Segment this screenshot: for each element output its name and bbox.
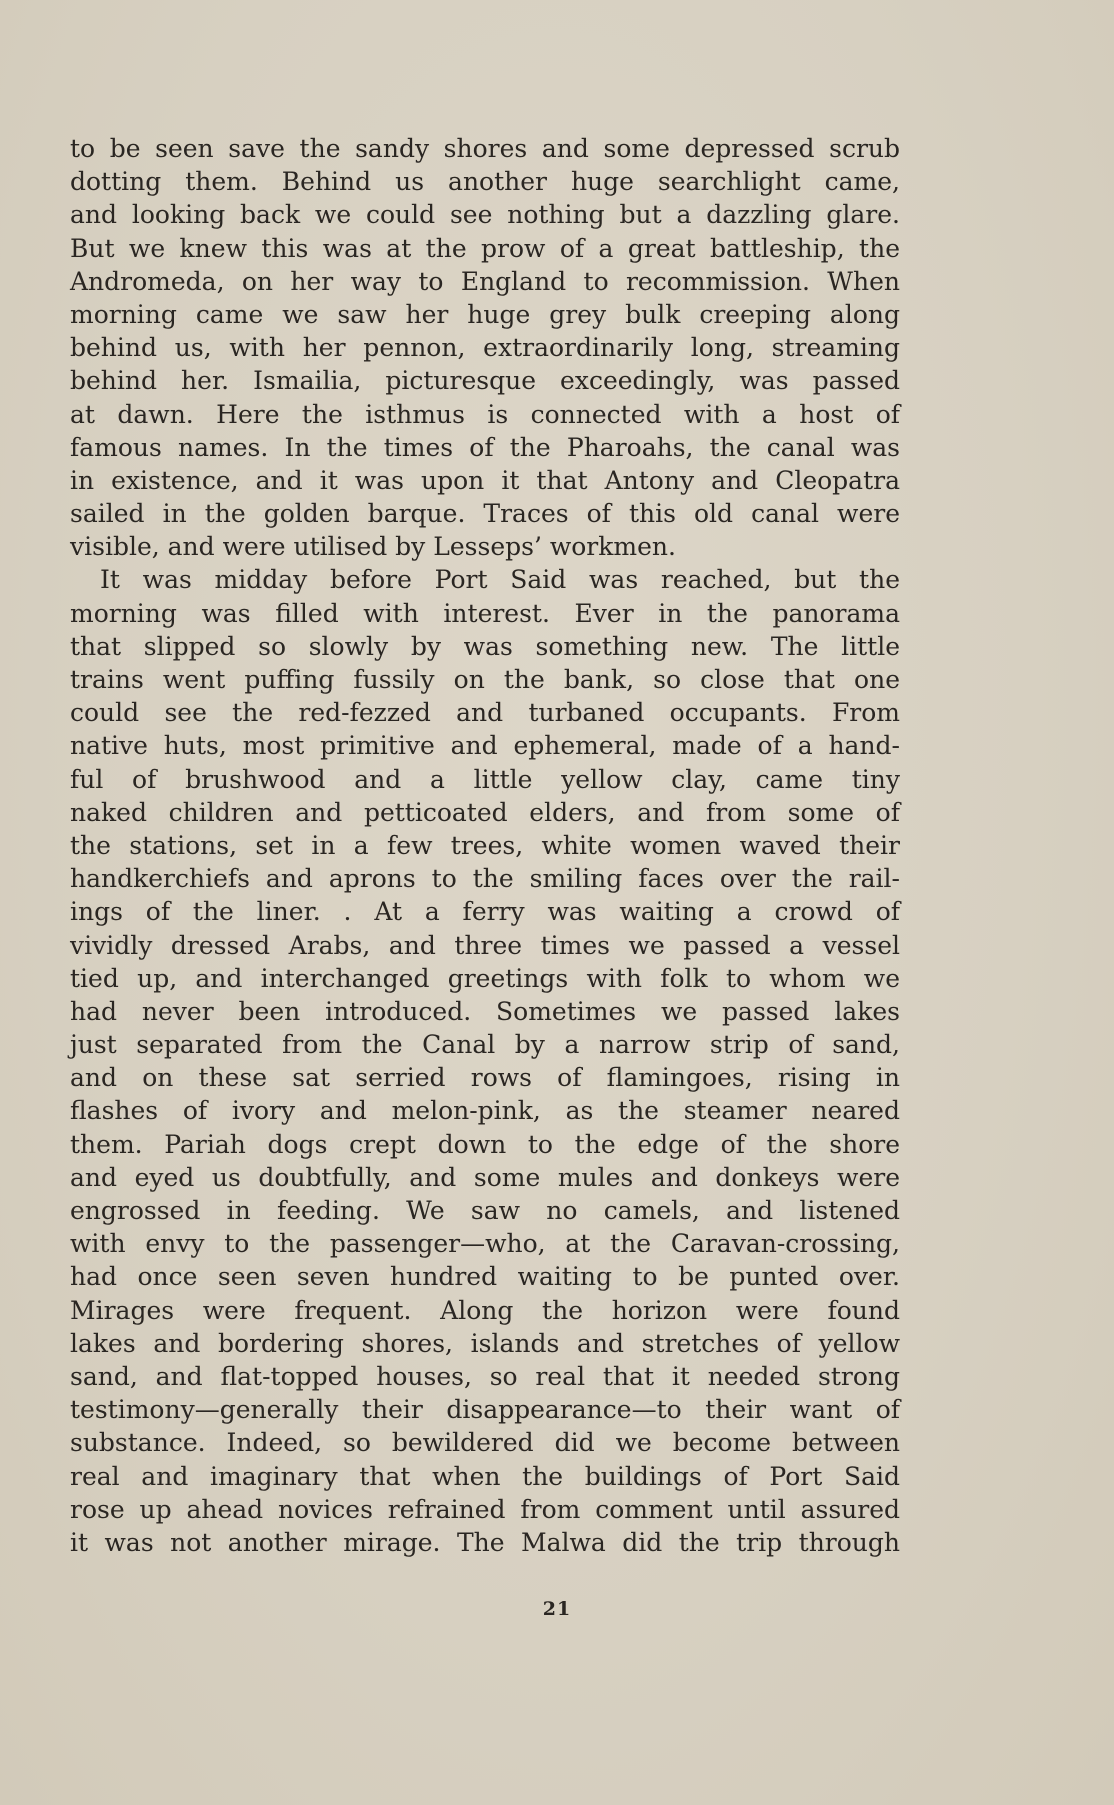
text-line: them. Pariah dogs crept down to the edge of the shore — [70, 1129, 900, 1159]
text-line: behind her. Ismailia, picturesque exceedingly, was passed — [70, 366, 900, 396]
text-line: at dawn. Here the isthmus is connected with a host of — [70, 399, 900, 429]
text-line: had once seen seven hundred waiting to be punted over. — [70, 1262, 900, 1292]
text-line: in existence, and it was upon it that Antony and Cleopatra — [70, 465, 900, 495]
text-line: engrossed in feeding. We saw no camels, and listened — [70, 1196, 900, 1225]
text-line: substance. Indeed, so bewildered did we become between — [70, 1428, 900, 1458]
text-line: had never been introduced. Sometimes we passed lakes — [70, 996, 900, 1026]
text-line: sand, and flat-topped houses, so real that it needed strong — [70, 1361, 900, 1391]
text-line: handkerchiefs and aprons to the smiling faces over the rail- — [70, 864, 900, 894]
text-line: vividly dressed Arabs, and three times we passed a vessel — [70, 930, 900, 960]
text-line: could see the red-fezzed and turbaned occupants. From — [70, 698, 900, 728]
text-line: It was midday before Port Said was reached, but the — [100, 565, 900, 595]
text-line: ings of the liner. . At a ferry was waiting a crowd of — [70, 897, 900, 927]
text-line: and on these sat serried rows of flamingoes, rising in — [70, 1063, 900, 1093]
text-line: it was not another mirage. The Malwa did the trip through — [70, 1527, 900, 1557]
text-line: real and imaginary that when the buildings of Port Said — [70, 1461, 900, 1491]
text-line: visible, and were utilised by Lesseps’ workmen. — [70, 532, 676, 562]
text-line: Mirages were frequent. Along the horizon were found — [70, 1295, 900, 1325]
text-line: morning was filled with interest. Ever in the panorama — [70, 598, 900, 628]
text-line: flashes of ivory and melon-pink, as the steamer neared — [70, 1096, 900, 1126]
text-line: with envy to the passenger—who, at the Caravan-crossing, — [70, 1229, 900, 1259]
text-line: dotting them. Behind us another huge searchlight came, — [70, 167, 900, 197]
text-line: rose up ahead novices refrained from comment until assured — [70, 1494, 900, 1524]
text-line: just separated from the Canal by a narrow strip of sand, — [70, 1030, 900, 1060]
text-line: testimony—generally their disappearance—to their want of — [70, 1395, 900, 1425]
text-line: the stations, set in a few trees, white women waved their — [70, 830, 900, 860]
text-line: naked children and petticoated elders, and from some of — [70, 797, 900, 827]
text-line: behind us, with her pennon, extraordinarily long, streaming — [70, 333, 900, 363]
text-line: native huts, most primitive and ephemeral, made of a hand- — [70, 731, 900, 761]
page-number: 21 — [542, 1598, 572, 1620]
text-line: morning came we saw her huge grey bulk creeping along — [70, 299, 900, 329]
text-line: tied up, and interchanged greetings with folk to whom we — [70, 963, 900, 993]
body-text — [70, 132, 900, 1559]
text-line: to be seen save the sandy shores and some depressed scrub — [70, 134, 900, 163]
text-line: and looking back we could see nothing but a dazzling glare. — [70, 200, 900, 230]
text-line: sailed in the golden barque. Traces of this old canal were — [70, 499, 900, 529]
text-line: and eyed us doubtfully, and some mules and donkeys were — [70, 1162, 900, 1192]
text-line: famous names. In the times of the Pharoahs, the canal was — [70, 432, 900, 462]
text-line: Andromeda, on her way to England to recommission. When — [70, 266, 900, 296]
text-line: trains went puffing fussily on the bank, so close that one — [70, 665, 900, 694]
text-line: that slipped so slowly by was something new. The little — [70, 631, 900, 661]
text-line: But we knew this was at the prow of a great battleship, the — [70, 233, 900, 263]
text-line: ful of brushwood and a little yellow clay, came tiny — [70, 764, 900, 794]
text-line: lakes and bordering shores, islands and stretches of yellow — [70, 1328, 900, 1358]
